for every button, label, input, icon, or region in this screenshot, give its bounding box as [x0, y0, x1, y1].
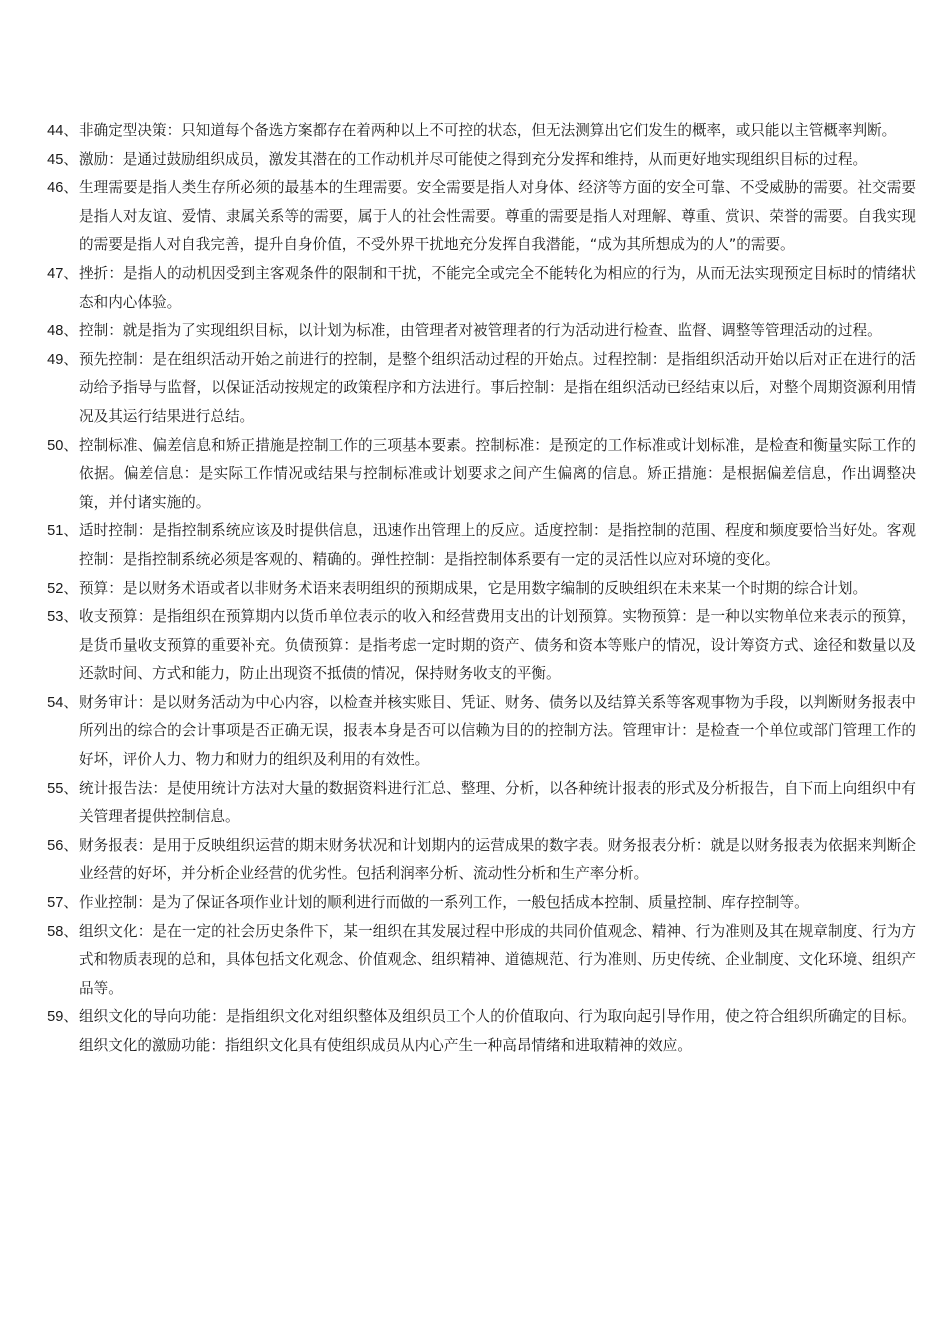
list-item	[41, 317, 916, 346]
list-item	[41, 260, 916, 317]
item-text: 预算：是以财务术语或者以非财务术语来表明组织的预期成果，它是用数字编制的反映组织在未来某一个时期的综合计划。	[79, 579, 868, 597]
item-text: 生理需要是指人类生存所必须的最基本的生理需要。安全需要是指人对身体、经济等方面的安全可靠、不受威胁的需要。社交需要是指人对友谊、爱情、隶属关系等的需要，属于人的社会性需要。尊重的需要是指人对理解、尊重、赏识、荣誉的需要。自我实现的需要是指人对自我完善，提升自身价值，不受外界干扰地充分发挥自我潜能，“成为其所想成为的人”的需要。	[79, 179, 916, 254]
item-number: 47、	[47, 265, 78, 282]
item-text: 作业控制：是为了保证各项作业计划的顺利进行而做的一系列工作，一般包括成本控制、质量控制、库存控制等。	[79, 894, 809, 912]
item-text: 组织文化：是在一定的社会历史条件下，某一组织在其发展过程中形成的共同价值观念、精神、行为准则及其在规章制度、行为方式和物质表现的总和，具体包括文化观念、价值观念、组织精神、道德规范、行为准则、历史传统、企业制度、文化环境、组织产品等。	[79, 922, 916, 997]
item-number: 55、	[47, 780, 78, 797]
item-number: 49、	[47, 351, 78, 368]
list-item	[41, 603, 916, 689]
item-text: 财务报表：是用于反映组织运营的期末财务状况和计划期内的运营成果的数字表。财务报表分析：就是以财务报表为依据来判断企业经营的好坏，并分析企业经营的优劣性。包括利润率分析、流动性分析和生产率分析。	[79, 836, 916, 883]
item-number: 56、	[47, 837, 78, 854]
item-number: 44、	[47, 123, 78, 139]
list-item	[41, 517, 916, 574]
list-item	[41, 432, 916, 518]
item-text: 收支预算：是指组织在预算期内以货币单位表示的收入和经营费用支出的计划预算。实物预算：是一种以实物单位来表示的预算，是货币量收支预算的重要补充。负债预算：是指考虑一定时期的资产、债务和资本等账户的情况，设计筹资方式、途径和数量以及还款时间、方式和能力，防止出现资不抵债的情况，保持财务收支的平衡。	[79, 608, 916, 683]
item-number: 48、	[47, 323, 78, 340]
item-text: 控制：就是指为了实现组织目标，以计划为标准，由管理者对被管理者的行为活动进行检查、监督、调整等管理活动的过程。	[79, 322, 882, 340]
item-text: 预先控制：是在组织活动开始之前进行的控制，是整个组织活动过程的开始点。过程控制：是指组织活动开始以后对正在进行的活动给予指导与监督，以保证活动按规定的政策程序和方法进行。事后控制：是指在组织活动已经结束以后，对整个周期资源利用情况及其运行结果进行总结。	[79, 350, 916, 425]
item-number: 46、	[47, 180, 78, 197]
item-text: 控制标准、偏差信息和矫正措施是控制工作的三项基本要素。控制标准：是预定的工作标准或计划标准，是检查和衡量实际工作的依据。偏差信息：是实际工作情况或结果与控制标准或计划要求之间产生偏离的信息。矫正措施：是根据偏差信息，作出调整决策，并付诸实施的。	[79, 436, 916, 511]
list-item	[41, 918, 916, 1004]
item-text: 激励：是通过鼓励组织成员，激发其潜在的工作动机并尽可能使之得到充分发挥和维持，从而更好地实现组织目标的过程。	[79, 150, 868, 168]
item-number: 59、	[47, 1009, 78, 1026]
item-number: 53、	[47, 609, 78, 626]
item-number: 54、	[47, 694, 78, 711]
item-number: 52、	[47, 580, 78, 597]
item-text: 挫折：是指人的动机因受到主客观条件的限制和干扰，不能完全或完全不能转化为相应的行为，从而无法实现预定目标时的情绪状态和内心体验。	[79, 264, 916, 311]
list-item	[41, 146, 916, 175]
list-item	[41, 775, 916, 832]
item-number: 45、	[47, 151, 78, 168]
list-item	[41, 889, 916, 918]
list-item	[41, 174, 916, 260]
item-text: 财务审计：是以财务活动为中心内容，以检查并核实账目、凭证、财务、债务以及结算关系等客观事物为手段，以判断财务报表中所列出的综合的会计事项是否正确无误，报表本身是否可以信赖为目的的控制方法。管理审计：是检查一个单位或部门管理工作的好坏，评价人力、物力和财力的组织及利用的有效性。	[79, 693, 916, 769]
list-item	[41, 1003, 916, 1060]
item-number: 51、	[47, 523, 78, 540]
item-text: 适时控制：是指控制系统应该及时提供信息，迅速作出管理上的反应。适度控制：是指控制的范围、程度和频度要恰当好处。客观控制：是指控制系统必须是客观的、精确的。弹性控制：是指控制体系要有一定的灵活性以应对环境的变化。	[79, 522, 916, 568]
list-item	[41, 689, 916, 775]
item-number: 58、	[47, 923, 78, 940]
item-number: 50、	[47, 437, 78, 454]
item-text: 组织文化的导向功能：是指组织文化对组织整体及组织员工个人的价值取向、行为取向起引导作用，使之符合组织所确定的目标。组织文化的激励功能：指组织文化具有使组织成员从内心产生一种高昂情绪和进取精神的效应。	[79, 1008, 916, 1054]
item-number: 57、	[47, 895, 78, 912]
list-item	[41, 575, 916, 604]
item-text: 非确定型决策：只知道每个备选方案都存在着两种以上不可控的状态，但无法测算出它们发生的概率，或只能以主管概率判断。	[79, 122, 897, 139]
list-item	[41, 117, 916, 146]
list-item	[41, 346, 916, 432]
item-text: 统计报告法：是使用统计方法对大量的数据资料进行汇总、整理、分析，以各种统计报表的形式及分析报告，自下而上向组织中有关管理者提供控制信息。	[79, 779, 916, 826]
list-item	[41, 832, 916, 889]
